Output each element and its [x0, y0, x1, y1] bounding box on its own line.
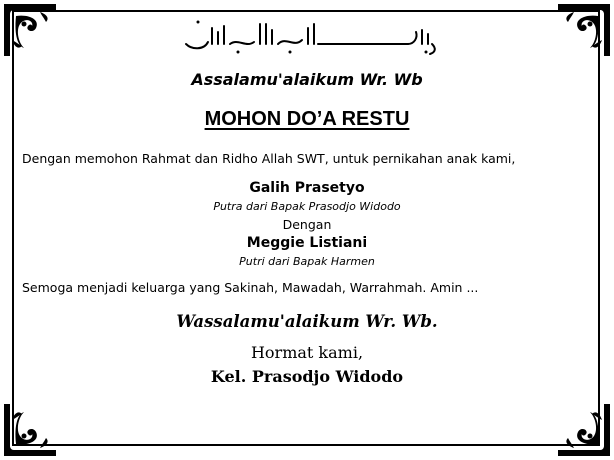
- conjunction-text: Dengan: [282, 217, 332, 232]
- groom-name: Galih Prasetyo: [249, 180, 365, 196]
- closing-greeting: Wassalamu'alaikum Wr. Wb.: [176, 312, 438, 331]
- corner-ornament-bottom-right: [554, 400, 614, 460]
- basmala-calligraphy: [178, 14, 440, 58]
- invitation-title: [0, 108, 614, 131]
- bride-name: Meggie Listiani: [246, 235, 368, 251]
- corner-ornament-top-right: [554, 0, 614, 60]
- groom-parent: Putra dari Bapak Prasodjo Widodo: [213, 200, 401, 213]
- wish-text: Semoga menjadi keluarga yang Sakinah, Mawadah, Warrahmah. Amin ...: [22, 280, 479, 295]
- intro-text: Dengan memohon Rahmat dan Ridho Allah SWT, untuk pernikahan anak kami,: [22, 151, 516, 166]
- opening-greeting: Assalamu'alaikum Wr. Wb: [191, 70, 423, 89]
- corner-ornament-bottom-left: [0, 400, 60, 460]
- corner-ornament-top-left: [0, 0, 60, 60]
- family-signature: Kel. Prasodjo Widodo: [210, 367, 404, 386]
- regards-text: Hormat kami,: [250, 343, 364, 362]
- invitation-title-text: MOHON DO’A RESTU: [204, 108, 410, 130]
- bride-parent: Putri dari Bapak Harmen: [239, 255, 375, 268]
